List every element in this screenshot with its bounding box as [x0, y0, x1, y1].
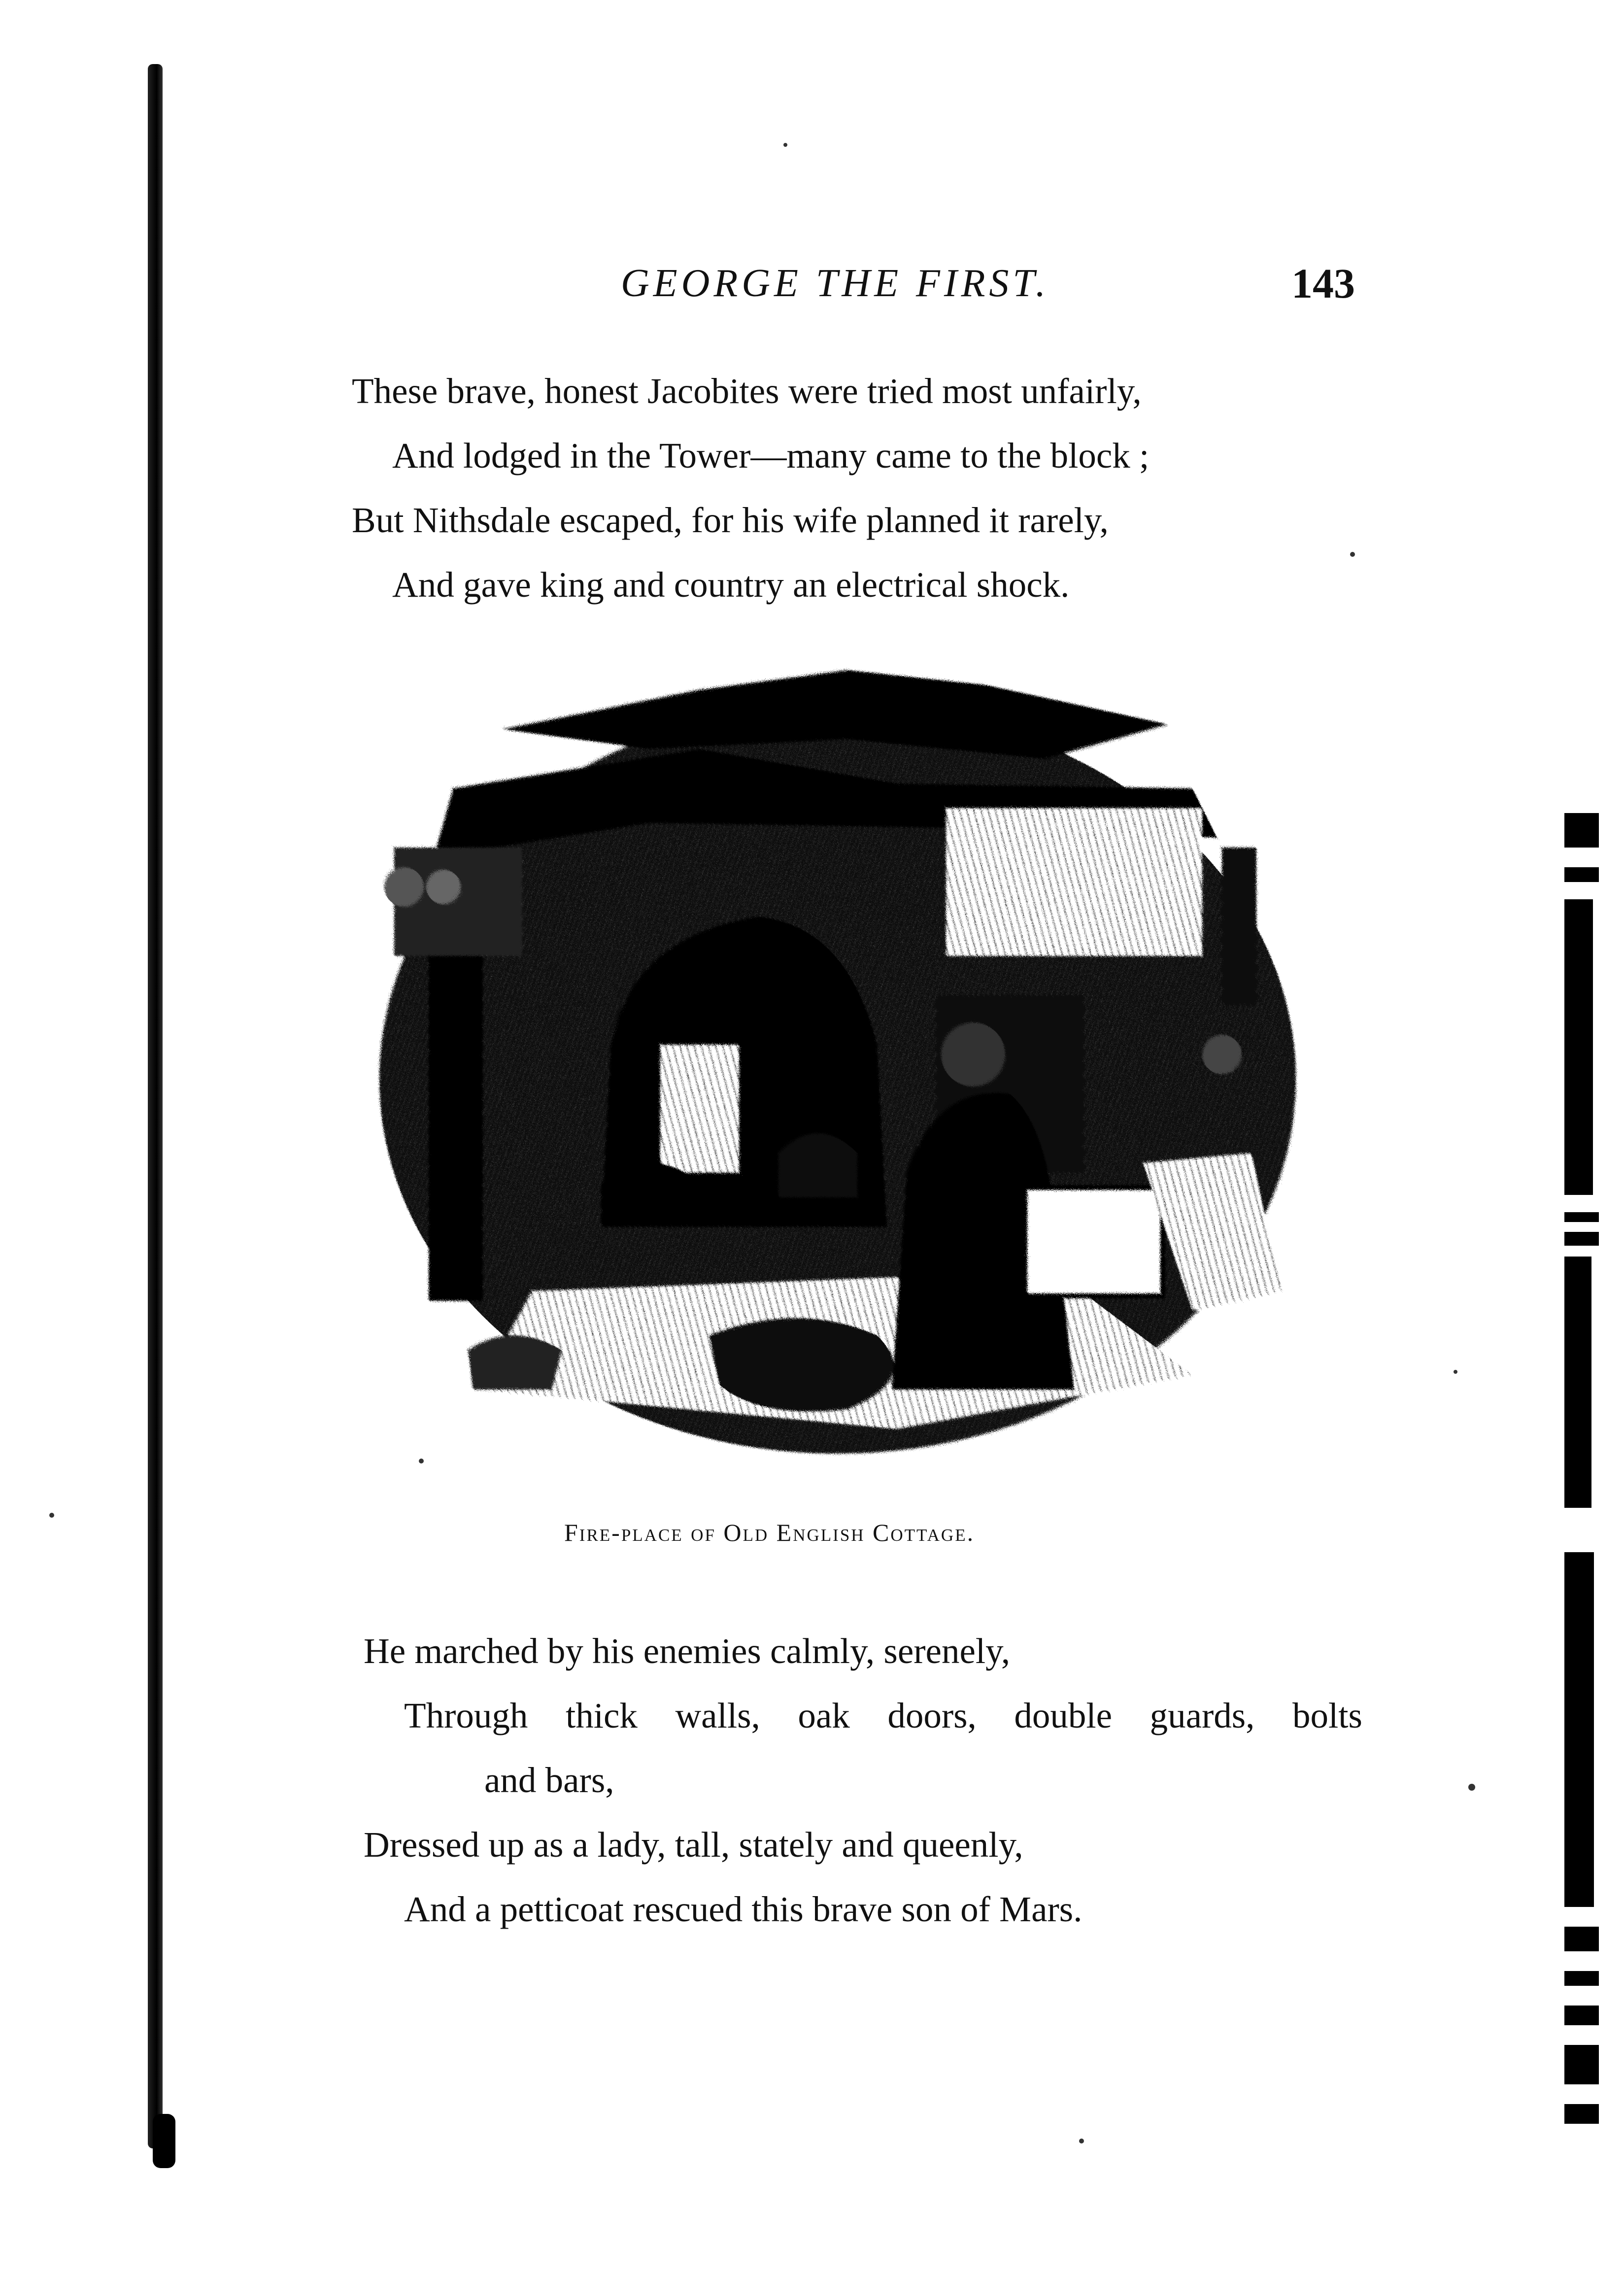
- verse-word: guards,: [1150, 1696, 1255, 1735]
- page-header: [345, 256, 1355, 315]
- verse-word: double: [1014, 1696, 1113, 1735]
- verse-word: thick: [565, 1696, 638, 1735]
- page-number: 143: [1291, 260, 1355, 307]
- verse-line: He marched by his enemies calmly, serenely,: [364, 1631, 1011, 1671]
- verse-word: oak: [798, 1696, 850, 1735]
- scan-edge-strip: [1564, 813, 1599, 2153]
- binding-edge: [148, 64, 163, 2148]
- verse-word: doors,: [887, 1696, 977, 1735]
- verse-line: And a petticoat rescued this brave son of Mars.: [404, 1889, 1083, 1929]
- verse-line: And gave king and country an electrical shock.: [392, 565, 1070, 605]
- verse-word: Through: [404, 1696, 528, 1735]
- engraving-illustration: [355, 660, 1320, 1473]
- verse-line: These brave, honest Jacobites were tried most unfairly,: [352, 371, 1142, 411]
- fireplace-engraving: [355, 660, 1320, 1473]
- stanza-1: [352, 359, 1337, 617]
- figure-caption: Fire-place of Old English Cottage.: [564, 1519, 975, 1546]
- verse-line-continuation: and bars,: [484, 1760, 614, 1800]
- verse-word: walls,: [675, 1696, 760, 1735]
- verse-line: But Nithsdale escaped, for his wife planned it rarely,: [352, 500, 1109, 540]
- verse-line: And lodged in the Tower—many came to the block ;: [392, 436, 1150, 476]
- stanza-2: [364, 1619, 1374, 1941]
- verse-line-justified: [364, 1683, 1362, 1748]
- running-title: GEORGE THE FIRST.: [621, 262, 1049, 305]
- verse-word: bolts: [1292, 1696, 1362, 1735]
- verse-line: Dressed up as a lady, tall, stately and queenly,: [364, 1825, 1023, 1865]
